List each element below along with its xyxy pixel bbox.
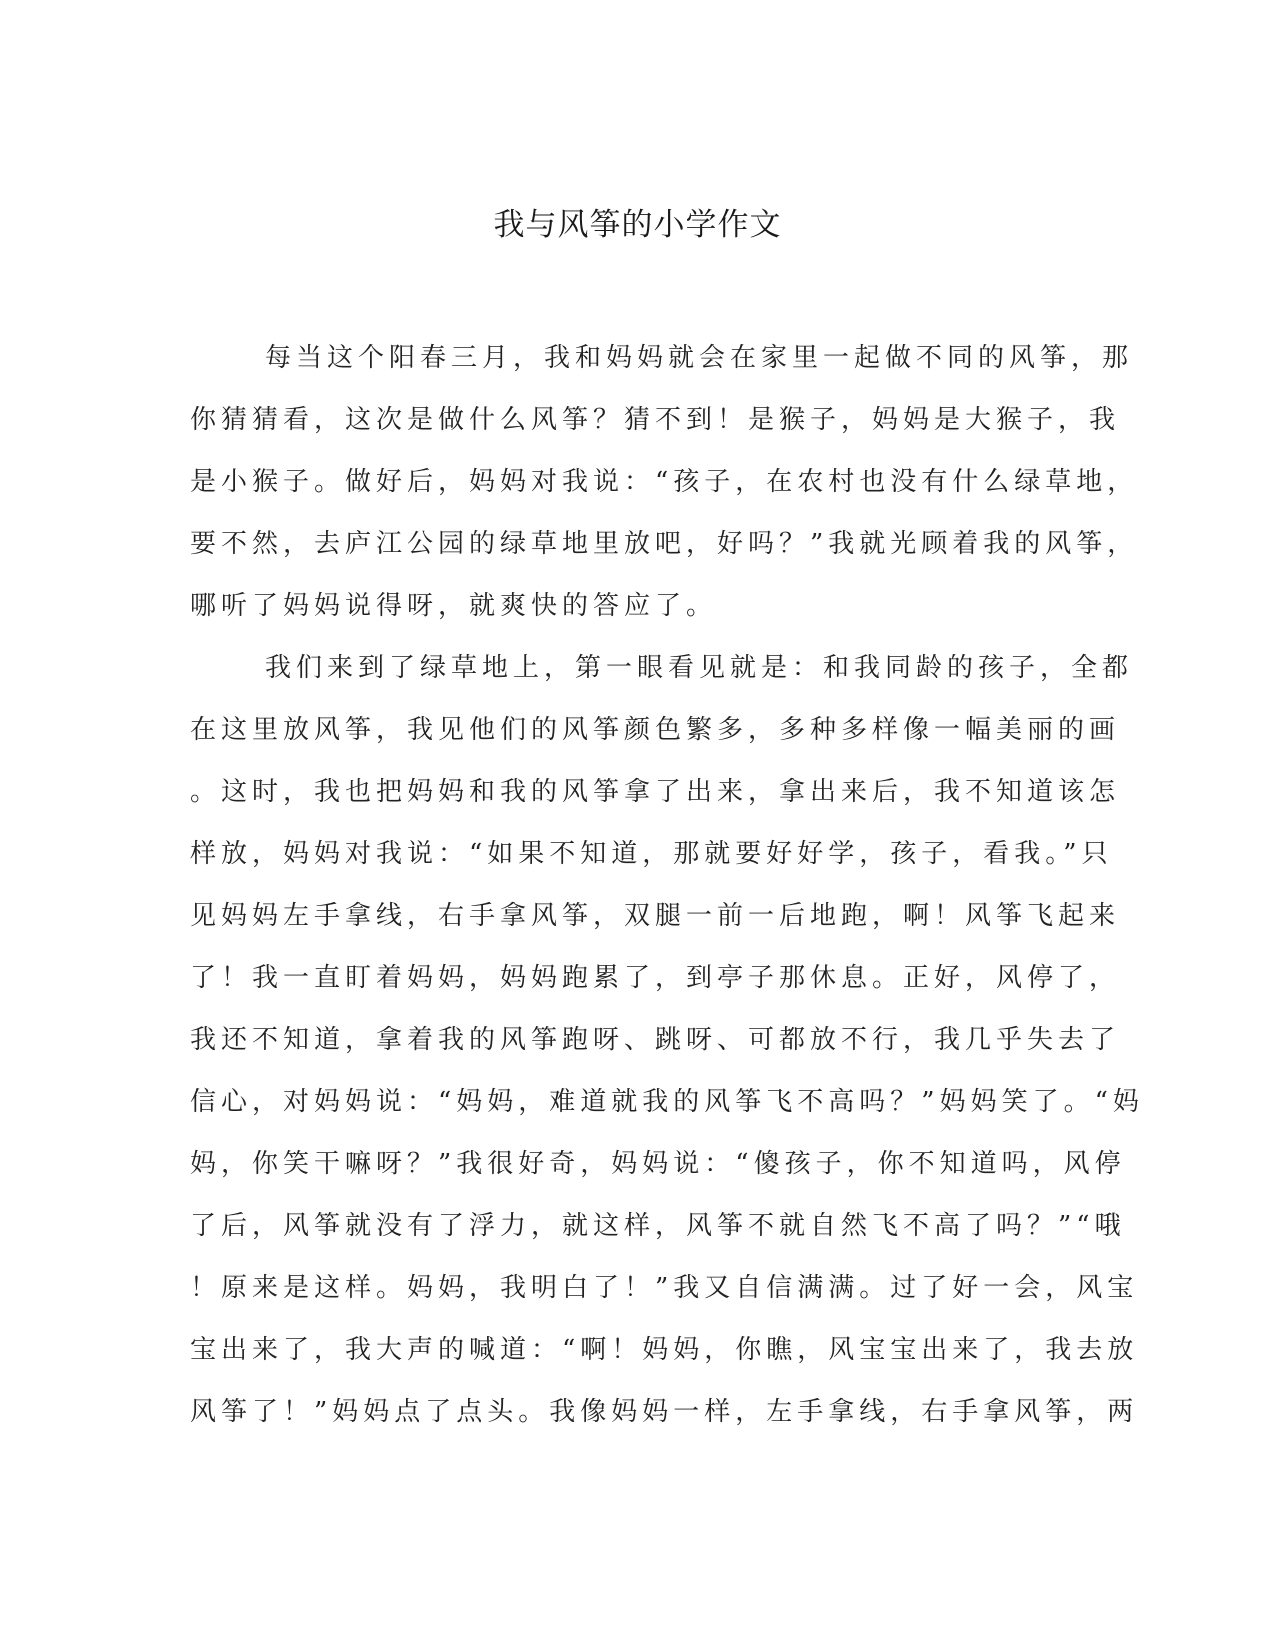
document-body	[190, 327, 1144, 1443]
paragraph-2-line: 在这里放风筝，我见他们的风筝颜色繁多，多种多样像一幅美丽的画	[190, 715, 1121, 745]
paragraph-1-line: 你猜猜看，这次是做什么风筝？猜不到！是猴子，妈妈是大猴子，我	[190, 405, 1121, 435]
document-title: 我与风筝的小学作文	[493, 207, 782, 243]
paragraph-2-line: 了后，风筝就没有了浮力，就这样，风筝不就自然飞不高了吗？”“哦	[190, 1211, 1126, 1241]
paragraph-2-line: 宝出来了，我大声的喊道：“啊！妈妈，你瞧，风宝宝出来了，我去放	[190, 1335, 1139, 1365]
paragraph-2-line: 了！我一直盯着妈妈，妈妈跑累了，到亭子那休息。正好，风停了，	[190, 963, 1121, 993]
paragraph-1-line: 哪听了妈妈说得呀，就爽快的答应了。	[190, 591, 718, 621]
paragraph-2-line: 样放，妈妈对我说：“如果不知道，那就要好好学，孩子，看我。”只	[190, 839, 1113, 869]
paragraph-2-line: 我还不知道，拿着我的风筝跑呀、跳呀、可都放不行，我几乎失去了	[190, 1025, 1121, 1055]
paragraph-2-line: 。这时，我也把妈妈和我的风筝拿了出来，拿出来后，我不知道该怎	[190, 777, 1121, 807]
paragraph-2-line: 妈，你笑干嘛呀？”我很好奇，妈妈说：“傻孩子，你不知道吗，风停	[190, 1149, 1126, 1179]
paragraph-2-line: 信心，对妈妈说：“妈妈，难道就我的风筝飞不高吗？”妈妈笑了。“妈	[190, 1087, 1144, 1117]
paragraph-2-line: 风筝了！”妈妈点了点头。我像妈妈一样，左手拿线，右手拿风筝，两	[190, 1397, 1139, 1427]
paragraph-2-line: ！原来是这样。妈妈，我明白了！”我又自信满满。过了好一会，风宝	[190, 1273, 1139, 1303]
paragraph-1-line: 是小猴子。做好后，妈妈对我说：“孩子，在农村也没有什么绿草地，	[190, 467, 1139, 497]
paragraph-1-line: 要不然，去庐江公园的绿草地里放吧，好吗？”我就光顾着我的风筝，	[190, 529, 1139, 559]
paragraph-1-line: 每当这个阳春三月，我和妈妈就会在家里一起做不同的风筝，那	[265, 343, 1134, 373]
paragraph-2-line: 见妈妈左手拿线，右手拿风筝，双腿一前一后地跑，啊！风筝飞起来	[190, 901, 1121, 931]
paragraph-2-line: 我们来到了绿草地上，第一眼看见就是：和我同龄的孩子，全都	[265, 653, 1134, 683]
